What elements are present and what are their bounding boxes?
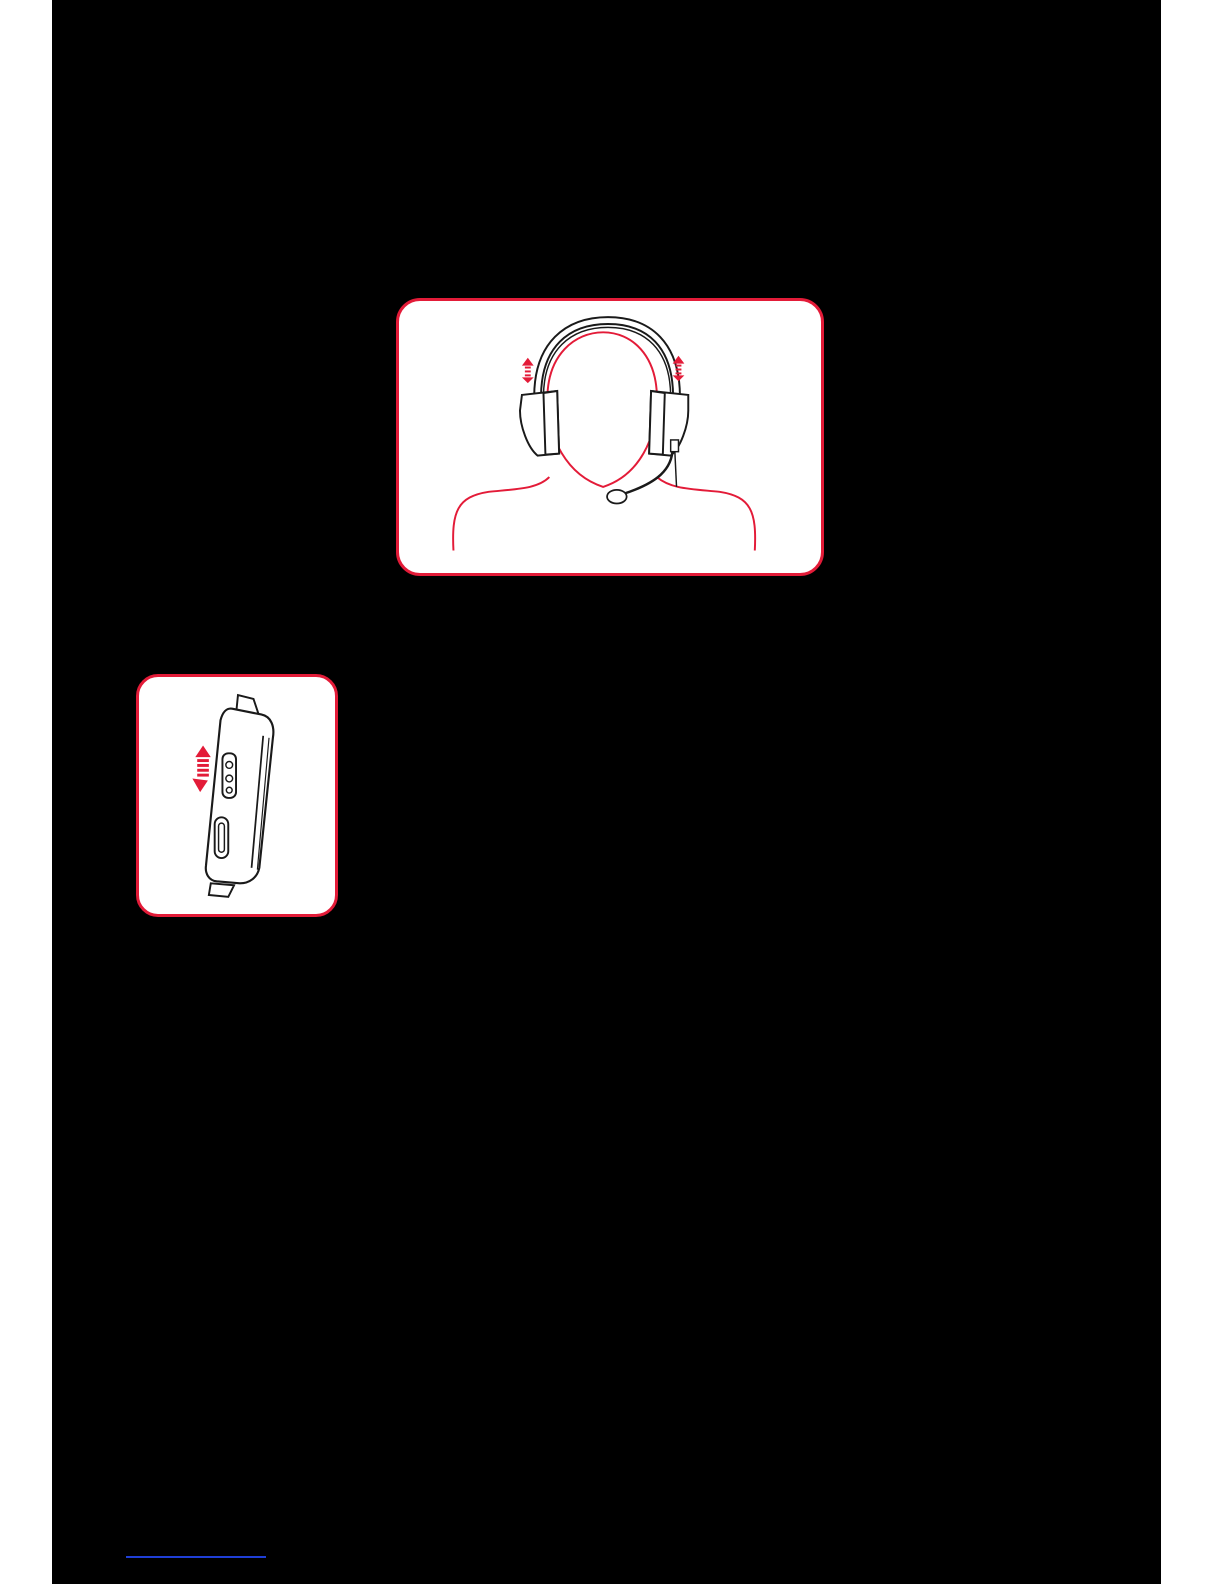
footer-link-underline[interactable] [126,1556,266,1558]
volume-control-figure [136,674,338,917]
inline-volume-control-icon [139,677,335,914]
headset-wearing-icon [399,301,821,573]
headset-fit-figure [396,298,824,576]
